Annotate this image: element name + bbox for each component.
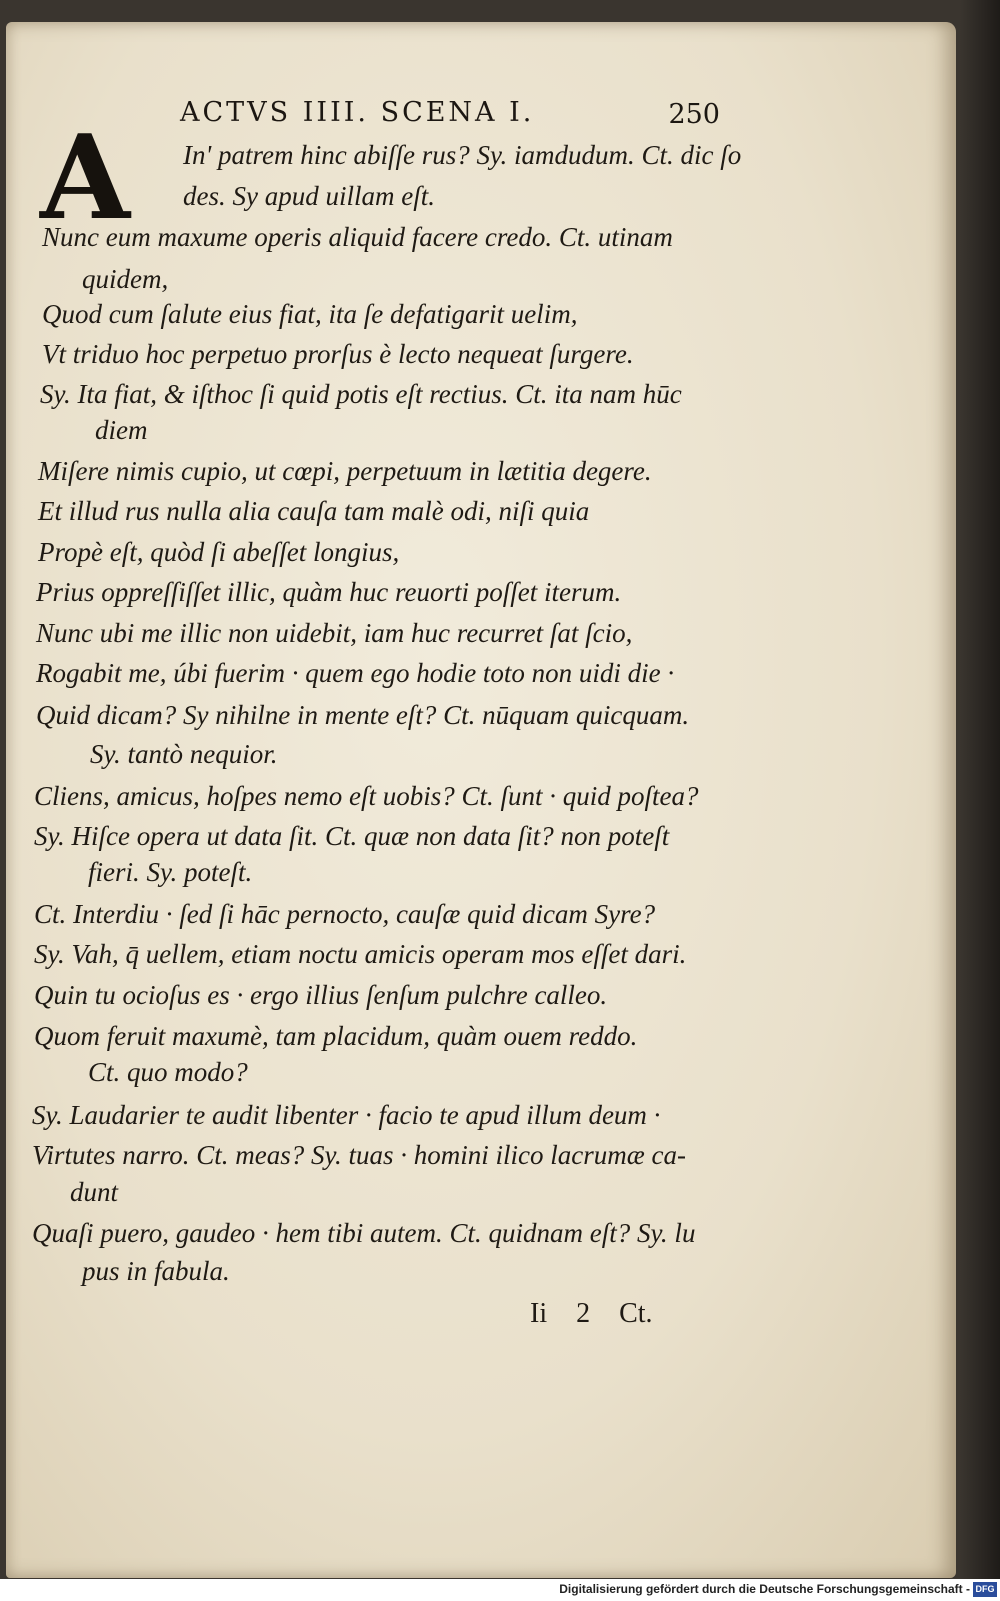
text-line: Quod cum ſalute eius fiat, ita ſe defatigarit uelim, xyxy=(42,299,578,329)
text-line: Prius oppreſſiſſet illic, quàm huc reuorti poſſet iterum. xyxy=(36,577,622,607)
text-line: des. Sy apud uillam eſt. xyxy=(183,181,435,211)
text-line: Ct. quo modo? xyxy=(88,1057,248,1087)
text-line: In' patrem hinc abiſſe rus? Sy. iamdudum. Ct. dic ſo xyxy=(183,140,742,170)
text-line: Rogabit me, úbi fuerim · quem ego hodie toto non uidi die · xyxy=(36,658,675,688)
text-line: pus in fabula. xyxy=(82,1256,230,1286)
text-line: Propè eſt, quòd ſi abeſſet longius, xyxy=(38,537,400,567)
text-line: Nunc ubi me illic non uidebit, iam huc recurret ſat ſcio, xyxy=(36,618,633,648)
text-line: diem xyxy=(95,415,148,445)
text-line: fieri. Sy. poteſt. xyxy=(88,857,253,887)
text-line: quidem, xyxy=(82,264,169,294)
text-line: Sy. tantò nequior. xyxy=(90,739,278,769)
text-line: Et illud rus nulla alia cauſa tam malè odi, niſi quia xyxy=(38,496,590,526)
text-line: Miſere nimis cupio, ut cœpi, perpetuum in lætitia degere. xyxy=(38,456,652,486)
text-line: Virtutes narro. Ct. meas? Sy. tuas · homini ilico lacrumæ ca- xyxy=(32,1140,686,1170)
text-line: Sy. Hiſce opera ut data ſit. Ct. quæ non data ſit? non poteſt xyxy=(34,821,670,851)
text-line: Nunc eum maxume operis aliquid facere credo. Ct. utinam xyxy=(42,222,673,252)
footer-credit: Digitalisierung gefördert durch die Deutsche Forschungsgemeinschaft - xyxy=(559,1582,970,1596)
text-line: dunt xyxy=(70,1177,119,1207)
signature-mark: Ii 2 Ct. xyxy=(530,1298,653,1329)
running-title: ACTVS IIII. SCENA I. xyxy=(180,97,535,128)
text-line: Sy. Laudarier te audit libenter · facio te apud illum deum · xyxy=(32,1100,661,1130)
dfg-logo-icon: DFG xyxy=(973,1582,997,1597)
text-line: Sy. Ita fiat, & iſthoc ſi quid potis eſt rectius. Ct. ita nam hūc xyxy=(40,379,682,409)
drop-cap-initial: A xyxy=(40,110,131,246)
footer-bar xyxy=(0,1579,1000,1601)
text-line: Quid dicam? Sy nihilne in mente eſt? Ct. nūquam quicquam. xyxy=(36,700,690,730)
text-line: Vt triduo hoc perpetuo prorſus è lecto nequeat ſurgere. xyxy=(42,339,634,369)
page-number: 250 xyxy=(668,99,720,130)
text-line: Ct. Interdiu · ſed ſi hāc pernocto, cauſæ quid dicam Syre? xyxy=(34,899,656,929)
text-line: Sy. Vah, q̄ uellem, etiam noctu amicis operam mos eſſet dari. xyxy=(34,939,687,969)
text-line: Quin tu ocioſus es · ergo illius ſenſum pulchre calleo. xyxy=(34,980,608,1010)
text-line: Quom feruit maxumè, tam placidum, quàm ouem reddo. xyxy=(34,1021,638,1051)
page-header xyxy=(180,97,720,137)
text-line: Cliens, amicus, hoſpes nemo eſt uobis? Ct. ſunt · quid poſtea? xyxy=(34,781,699,811)
text-line: Quaſi puero, gaudeo · hem tibi autem. Ct. quidnam eſt? Sy. lu xyxy=(32,1218,696,1248)
